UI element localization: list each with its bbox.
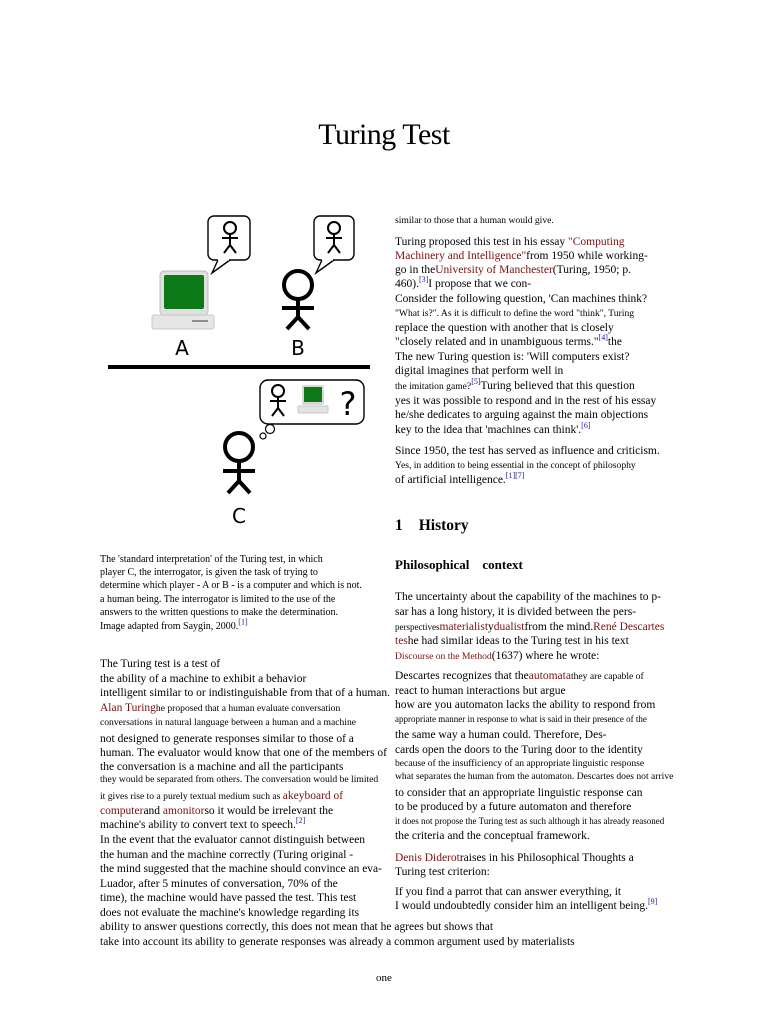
citation-link[interactable]: [1] — [238, 617, 248, 627]
citation-link[interactable]: [3] — [418, 275, 429, 285]
essay-link[interactable]: "Computing — [568, 236, 625, 248]
question-mark: ? — [339, 385, 357, 423]
turing-test-diagram — [100, 205, 380, 535]
computer-icon — [152, 271, 214, 329]
page-number: one — [376, 972, 392, 984]
descartes-link[interactable]: René Descartes — [593, 621, 665, 633]
thought-bubble — [260, 380, 364, 439]
dualist-link[interactable]: dualist — [493, 621, 525, 633]
speech-bubble-b — [314, 216, 354, 273]
keyboard-link[interactable]: akeyboard of — [282, 790, 344, 802]
manchester-link[interactable]: University of Manchester — [435, 264, 553, 276]
subsection-heading: Philosophical context — [395, 557, 523, 572]
diderot-link[interactable]: Denis Diderot — [395, 852, 460, 864]
speech-bubble-a — [208, 216, 250, 273]
essay-link[interactable]: Machinery and Intelligence" — [395, 250, 527, 262]
citation-link[interactable]: [2] — [295, 816, 306, 826]
computer-link[interactable]: computer — [100, 805, 144, 817]
citation-link[interactable]: [5] — [471, 377, 481, 387]
citation-link[interactable]: [1][7] — [505, 471, 525, 481]
monitor-link[interactable]: amonitor — [162, 805, 205, 817]
citation-link[interactable]: [9] — [647, 897, 658, 907]
descartes-link[interactable]: tes — [395, 635, 408, 647]
citation-link[interactable]: [6] — [581, 421, 591, 431]
small-computer-icon — [298, 385, 328, 413]
page-title: Turing Test — [318, 118, 450, 151]
automata-link[interactable]: automata — [528, 670, 571, 682]
citation-link[interactable]: [4] — [598, 333, 608, 343]
alan-turing-link[interactable]: Alan Turing — [100, 702, 156, 714]
label-a: A — [175, 336, 189, 360]
person-icon — [282, 271, 314, 329]
label-c: C — [232, 504, 246, 528]
section-heading-history: 1 History — [395, 517, 469, 534]
person-icon — [223, 433, 255, 493]
materialist-link[interactable]: materialist — [439, 621, 489, 633]
discourse-link[interactable]: Discourse on the Method — [395, 651, 492, 662]
label-b: B — [291, 336, 305, 360]
